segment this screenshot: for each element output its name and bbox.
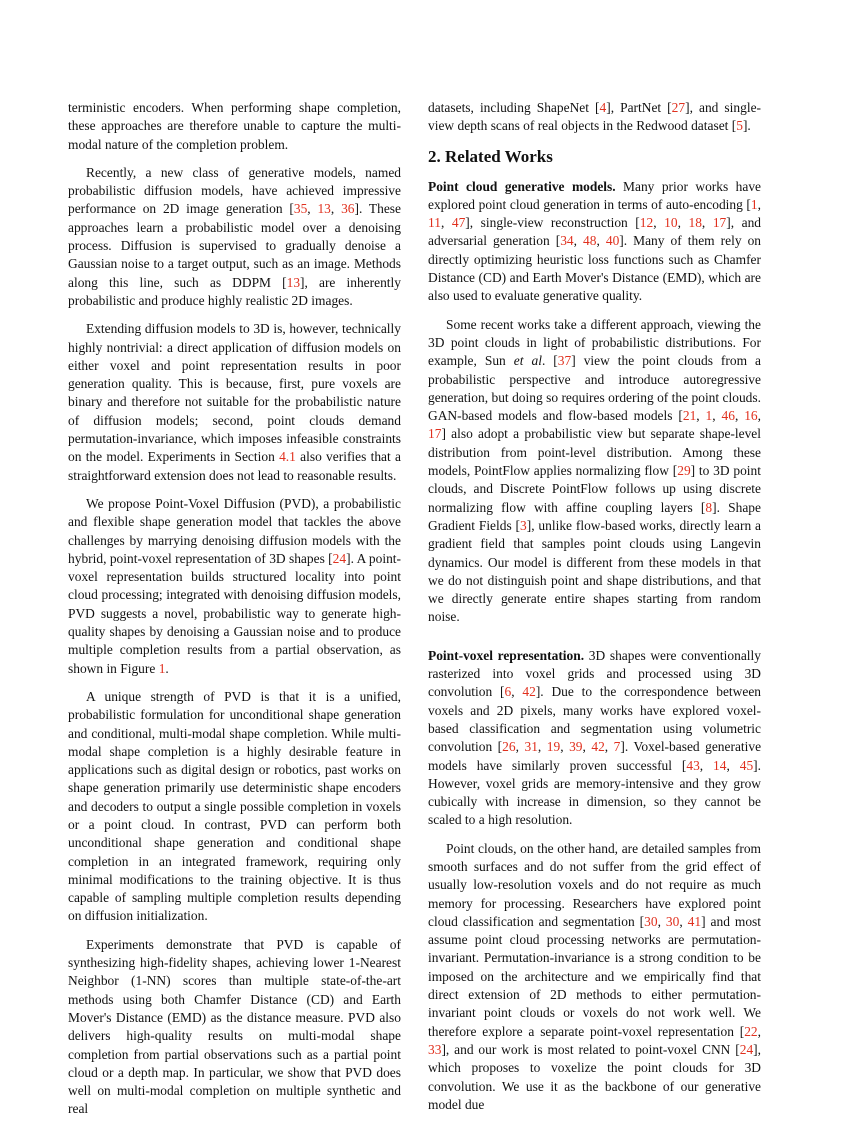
citation-link[interactable]: 36 (341, 201, 355, 217)
citation-link[interactable]: 40 (605, 233, 620, 249)
left-column (68, 99, 401, 1129)
citation-link[interactable]: 12 (639, 215, 654, 231)
citation-link[interactable]: 34 (560, 233, 574, 249)
figure-link[interactable]: 1 (158, 660, 166, 676)
paragraph-heading: Point-voxel representation. (428, 647, 585, 663)
citation-link[interactable]: 16 (744, 408, 758, 424)
citation-link[interactable]: 14 (713, 757, 727, 773)
paragraph: Recently, a new class of generative models, named probabilistic diffusion models, have achieved impressive performance on 2D image generation [35, 13, 36]. These approaches learn a probabilistic model over a denoising process. Diffusion is supervised to gradually denoise a Gaussian noise to a target output, such as an image. Methods along this line, such as DDPM [13], are inherently probabilistic and produce highly realistic 2D images. (68, 164, 401, 308)
right-column (428, 99, 761, 1124)
paragraph: Point-voxel representation. 3D shapes were conventionally rasterized into voxel grids and processed using 3D convolution [6, 42]. Due to the correspondence between voxels and 2D pixels, many works have explored voxel-based classification and segmentation using volumetric convolution [26, 31, 19, 39, 42, 7]. Voxel-based generative models have similarly proven successful [43, 14, 45]. However, voxel grids are memory-intensive and they grow cubically with increase in dimension, so they cannot be scaled to a high resolution. (428, 647, 762, 828)
citation-link[interactable]: 1 (750, 196, 758, 212)
paragraph: terministic encoders. When performing shape completion, these approaches are therefore unable to capture the multi-modal nature of the completion problem. (68, 100, 401, 152)
paragraph: Experiments demonstrate that PVD is capable of synthesizing high-fidelity shapes, achieving lower 1-Nearest Neighbor (1-NN) scores than multiple state-of-the-art methods using both Chamfer Distance (CD) and Earth Mover's Distance (EMD) as the distance measure. PVD also delivers high-quality results on multi-modal shape completion from partial observations such as a partial point cloud or a depth map. In particular, we show that PVD does well on multi-modal completion on multiple synthetic and real (68, 936, 401, 1117)
citation-link[interactable]: 33 (428, 1041, 442, 1057)
paragraph-heading: Point cloud generative models. (428, 178, 616, 194)
citation-link[interactable]: 24 (739, 1041, 754, 1057)
citation-link[interactable]: 10 (664, 215, 678, 231)
citation-link[interactable]: 45 (739, 757, 754, 773)
citation-link[interactable]: 26 (502, 739, 516, 755)
citation-link[interactable]: 41 (687, 913, 702, 929)
citation-link[interactable]: 3 (520, 517, 527, 533)
citation-link[interactable]: 1 (705, 408, 713, 424)
citation-link[interactable]: 22 (744, 1023, 758, 1039)
citation-link[interactable]: 37 (557, 353, 572, 369)
paragraph: Extending diffusion models to 3D is, however, technically highly nontrivial: a direct application of diffusion models on either voxel and point representation results in poor generation quality. This is because, first, pure voxels are binary and therefore not suitable for the probabilistic nature of diffusion models; second, point clouds demand permutation-invariance, which imposes infeasible constraints on the model. Experiments in Section 4.1 also verifies that a straightforward extension does not lead to reasonable results. (68, 321, 401, 483)
citation-link[interactable]: 13 (286, 274, 301, 290)
citation-link[interactable]: 47 (451, 215, 466, 231)
citation-link[interactable]: 43 (686, 757, 700, 773)
paragraph: datasets, including ShapeNet [4], PartNet [27], and single-view depth scans of real objects in the Redwood dataset [5]. (428, 100, 762, 134)
citation-link[interactable]: 42 (591, 739, 605, 755)
citation-link[interactable]: 6 (504, 684, 512, 700)
citation-link[interactable]: 21 (682, 408, 697, 424)
citation-link[interactable]: 42 (522, 684, 536, 700)
citation-link[interactable]: 35 (293, 201, 308, 217)
citation-link[interactable]: 18 (688, 215, 702, 231)
citation-link[interactable]: 46 (721, 408, 735, 424)
paragraph: A unique strength of PVD is that it is a unified, probabilistic formulation for unconditional shape generation and conditional, multi-modal shape completion. While multi-modal shape completion is a highly desirable feature in applications such as digital design or robotics, past works on shape generation primarily use deterministic shape encoders and decoders to output a single possible completion in voxels or a point cloud. In contrast, PVD can perform both unconditional shape generation and conditional shape completion in an integrated framework, requiring only minimal modifications to the training objective. It is thus capable of sampling multiple completion results depending on diffusion initialization. (68, 688, 401, 924)
citation-link[interactable]: 24 (332, 550, 347, 566)
citation-link[interactable]: 31 (524, 739, 538, 755)
citation-link[interactable]: 27 (671, 100, 686, 115)
paragraph: We propose Point-Voxel Diffusion (PVD), a probabilistic and flexible shape generation model that tackles the above challenges by marrying denoising diffusion models with the hybrid, point-voxel representation of 3D shapes [24]. A point-voxel representation builds structured locality into point cloud processing; integrated with denoising diffusion models, PVD suggests a novel, probabilistic way to generate high-quality shapes by denoising a Gaussian noise and to produce multiple completion results from a partial observation, as shown in Figure 1. (68, 495, 402, 676)
citation-link[interactable]: 29 (677, 463, 691, 479)
section-title: 2. Related Works (428, 146, 553, 166)
citation-link[interactable]: 17 (428, 426, 442, 442)
citation-link[interactable]: 17 (712, 215, 727, 231)
paragraph: Some recent works take a different approach, viewing the 3D point clouds in light of probabilistic distributions. For example, Sun et al. [37] view the point clouds from a probabilistic perspective and introduce autoregressive generation, but doing so requires ordering of the point clouds. GAN-based models and flow-based models [21, 1, 46, 16, 17] also adopt a probabilistic view but separate shape-level distribution from point-level distribution. Among these models, PointFlow applies normalizing flow [29] to 3D point clouds, and Discrete PointFlow follows up using discrete normalizing flow with affine coupling layers [8]. Shape Gradient Fields [3], unlike flow-based works, directly learn a gradient field that samples point clouds using Langevin dynamics. Our model is different from these models in that we do not distinguish point and shape distributions, and that we directly generate entire shapes starting from random noise. (428, 316, 761, 625)
citation-link[interactable]: 30 (665, 913, 680, 929)
citation-link[interactable]: 4 (599, 100, 607, 115)
section-link[interactable]: 4.1 (279, 449, 296, 465)
citation-link[interactable]: 11 (428, 215, 441, 231)
citation-link[interactable]: 8 (705, 499, 713, 515)
citation-link[interactable]: 48 (583, 233, 597, 249)
paragraph: Point clouds, on the other hand, are detailed samples from smooth surfaces and do not suffer from the grid effect of usually low-resolution voxels and do not require as much memory for processing. Researchers have explored point cloud classification and segmentation [30, 30, 41] and most assume point cloud processing networks are permutation-invariant. Permutation-invariance is a strong condition to be imposed on the architecture and we empirically find that direct extension of 2D methods to either permutation-invariant point clouds or voxels do not work well. We therefore explore a separate point-voxel representation [22, 33], and our work is most related to point-voxel CNN [24], which proposes to voxelize the point clouds for 3D convolution. We use it as the backbone of our generative model due (428, 840, 762, 1112)
citation-link[interactable]: 13 (317, 201, 331, 217)
paragraph: Point cloud generative models. Many prior works have explored point cloud generation in terms of auto-encoding [1, 11, 47], single-view reconstruction [12, 10, 18, 17], and adversarial generation [34, 48, 40]. Many of them rely on directly optimizing heuristic loss functions such as Chamfer Distance (CD) and Earth Mover's Distance (EMD), which are also used to evaluate generative quality. (428, 178, 762, 304)
citation-link[interactable]: 5 (736, 118, 743, 134)
citation-link[interactable]: 19 (546, 739, 561, 755)
citation-link[interactable]: 7 (613, 739, 621, 755)
citation-link[interactable]: 30 (644, 913, 658, 929)
citation-link[interactable]: 39 (569, 739, 583, 755)
